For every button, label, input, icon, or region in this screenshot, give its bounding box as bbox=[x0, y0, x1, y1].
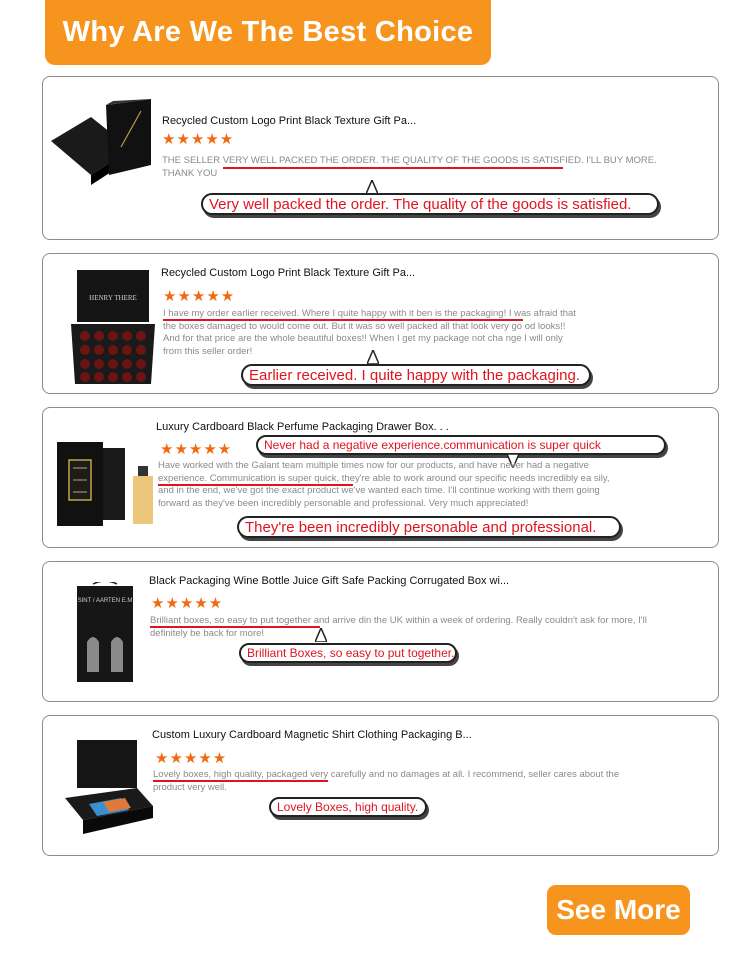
brand-logo: HENRY THERE bbox=[89, 294, 137, 302]
brand-logo: SINT / AARTEN E.M bbox=[77, 598, 133, 604]
highlight-bubble: Lovely Boxes, high quality. bbox=[269, 797, 427, 817]
product-image-chocolate-box bbox=[71, 266, 155, 384]
rating-stars: ★★★★★ bbox=[163, 288, 236, 305]
highlight-bubble: Very well packed the order. The quality of the goods is satisfied. bbox=[201, 193, 659, 215]
rating-stars: ★★★★★ bbox=[160, 441, 233, 458]
review-text: Have worked with the Galant team multiple times now for our products, and have never had a negative experience. Communication is super quick, they're able to work around our specific needs incredibly ea sily, and in the end, we've got the exact product we've wanted each time. I'll continue working with them going forward as they've been incredibly personable and professional. Very much appreciated! bbox=[158, 460, 610, 509]
review-product-title[interactable]: Recycled Custom Logo Print Black Texture Gift Pa... bbox=[161, 267, 416, 279]
section-title-banner bbox=[45, 0, 491, 65]
rating-stars: ★★★★★ bbox=[155, 750, 228, 767]
product-image-wine-bag bbox=[75, 582, 135, 684]
product-image-black-gift-box bbox=[51, 97, 156, 187]
review-text: THE SELLER VERY WELL PACKED THE ORDER. THE QUALITY OF THE GOODS IS SATISFIED. I'LL BUY MORE. THANK YOU bbox=[162, 155, 657, 179]
review-card-1 bbox=[42, 76, 719, 240]
highlight-underline bbox=[223, 167, 563, 169]
review-card-4 bbox=[42, 561, 719, 702]
review-card-3 bbox=[42, 407, 719, 548]
review-product-title[interactable]: Luxury Cardboard Black Perfume Packaging Drawer Box. . . bbox=[156, 421, 449, 433]
highlight-bubble: Brilliant Boxes, so easy to put together. bbox=[239, 643, 457, 663]
rating-stars: ★★★★★ bbox=[162, 131, 235, 148]
review-text: Lovely boxes, high quality, packaged very carefully and no damages at all. I recommend, seller cares about the product very well. bbox=[153, 769, 620, 793]
rating-stars: ★★★★★ bbox=[151, 595, 224, 612]
review-product-title[interactable]: Custom Luxury Cardboard Magnetic Shirt Clothing Packaging B... bbox=[152, 729, 472, 741]
see-more-button[interactable]: See More bbox=[547, 885, 690, 935]
bubble-pointer bbox=[366, 180, 378, 194]
review-text: I have my order earlier received. Where I quite happy with it ben is the packaging! I was afraid that the boxes damaged to would come out. But it was so well packed all that look very go od looks!! And for that price are the whole beautiful boxes!! When I get my package not cha nge I will only from this seller order! bbox=[163, 308, 576, 357]
highlight-underline bbox=[158, 484, 353, 486]
review-card-5 bbox=[42, 715, 719, 856]
product-image-perfume-box bbox=[55, 438, 159, 528]
review-card-2 bbox=[42, 253, 719, 394]
bubble-pointer bbox=[315, 628, 327, 642]
highlight-bubble: Earlier received. I quite happy with the packaging. bbox=[241, 364, 591, 386]
review-product-title[interactable]: Black Packaging Wine Bottle Juice Gift Safe Packing Corrugated Box wi... bbox=[149, 575, 510, 587]
highlight-bubble: They're been incredibly personable and professional. bbox=[237, 516, 621, 538]
highlight-underline bbox=[150, 626, 320, 628]
product-image-magnetic-box bbox=[63, 736, 155, 836]
highlight-bubble-top: Never had a negative experience.communication is super quick bbox=[256, 435, 666, 455]
section-title: Why Are We The Best Choice bbox=[62, 16, 474, 48]
bubble-pointer bbox=[367, 350, 379, 364]
highlight-underline bbox=[153, 780, 328, 782]
review-text: Brilliant boxes, so easy to put together and arrive din the UK within a week of ordering. Really couldn't ask for more, I'll definitely be back for more! bbox=[150, 615, 647, 639]
highlight-underline bbox=[163, 319, 523, 321]
review-product-title[interactable]: Recycled Custom Logo Print Black Texture Gift Pa... bbox=[162, 115, 417, 127]
